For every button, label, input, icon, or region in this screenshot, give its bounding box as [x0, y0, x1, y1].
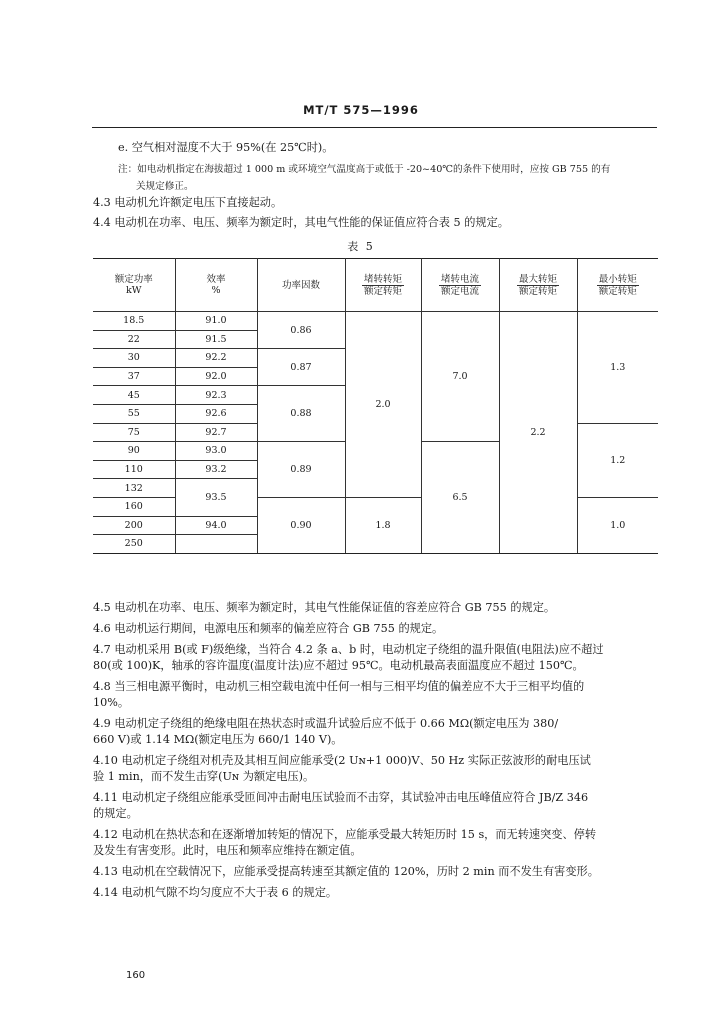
header-power-factor: 功率因数: [257, 259, 345, 312]
cell-power: 75: [93, 423, 175, 442]
header-eff-label: 效率: [206, 274, 226, 285]
header-mint-num: 最小转矩: [598, 273, 637, 285]
cell-efficiency: 93.0: [175, 442, 257, 461]
page-number: 160: [126, 970, 146, 981]
clause-4-12-line-1: 4.12 电动机在热状态和在逐渐增加转矩的情况下，应能承受最大转矩历时 15 s，而无转速突变、停转: [93, 828, 597, 841]
cell-locked-rotor-torque: 1.8: [345, 497, 421, 553]
cell-power: 200: [93, 516, 175, 535]
header-lrt-num: 堵转转矩: [363, 273, 402, 285]
clause-4-11-line-2: 的规定。: [93, 807, 138, 820]
clause-4-3: 4.3 电动机允许额定电压下直接起动。: [93, 196, 283, 209]
header-maxt-den: 额定转矩: [518, 285, 557, 297]
clause-4-4: 4.4 电动机在功率、电压、频率为额定时，其电气性能的保证值应符合表 5 的规定。: [93, 216, 509, 229]
clause-4-9-line-1: 4.9 电动机定子绕组的绝缘电阻在热状态时或温升试验后应不低于 0.66 MΩ(额定电压为 380/: [93, 717, 559, 730]
clause-4-14: 4.14 电动机气隙不均匀度应不大于表 6 的规定。: [93, 886, 338, 899]
item-c: e. 空气相对湿度不大于 95%(在 25℃时)。: [118, 141, 334, 154]
cell-efficiency: 91.0: [175, 312, 257, 331]
cell-locked-rotor-current: 7.0: [421, 312, 499, 442]
cell-power: 37: [93, 367, 175, 386]
clause-4-8-line-1: 4.8 当三相电源平衡时，电动机三相空载电流中任何一相与三相平均值的偏差应不大于三相平均值的: [93, 680, 585, 693]
table-5: [93, 258, 658, 554]
cell-power: 30: [93, 349, 175, 368]
note-line-2: 关规定修正。: [136, 181, 194, 192]
clause-4-5: 4.5 电动机在功率、电压、频率为额定时，其电气性能保证值的容差应符合 GB 755 的规定。: [93, 601, 556, 614]
cell-efficiency: 92.7: [175, 423, 257, 442]
cell-efficiency: 93.2: [175, 460, 257, 479]
clause-4-9-line-2: 660 V)或 1.14 MΩ(额定电压为 660/1 140 V)。: [93, 733, 343, 746]
cell-power: 90: [93, 442, 175, 461]
header-eff-unit: %: [211, 285, 221, 296]
cell-power: 160: [93, 497, 175, 516]
header-efficiency: [175, 259, 257, 312]
clause-4-7-line-1: 4.7 电动机采用 B(或 F)级绝缘，当符合 4.2 条 a、b 时，电动机定子绕组的温升限值(电阻法)应不超过: [93, 643, 604, 656]
note-line-1: 注：如电动机指定在海拔超过 1 000 m 或环境空气温度高于或低于 -20~40℃的条件下使用时，应按 GB 755 的有: [118, 164, 611, 175]
cell-min-torque: 1.0: [577, 497, 658, 553]
cell-power: 250: [93, 535, 175, 554]
cell-min-torque: 1.3: [577, 312, 658, 424]
header-max-torque: [499, 259, 577, 312]
clause-4-10-line-2: 验 1 min，而不发生击穿(Uɴ 为额定电压)。: [93, 770, 315, 783]
cell-power: 18.5: [93, 312, 175, 331]
clause-4-12-line-2: 及发生有害变形。此时，电压和频率应维持在额定值。: [93, 844, 362, 857]
cell-efficiency: [175, 535, 257, 554]
header-maxt-num: 最大转矩: [518, 273, 557, 285]
header-min-torque: [577, 259, 658, 312]
cell-power-factor: 0.90: [257, 497, 345, 553]
cell-max-torque: 2.2: [499, 312, 577, 554]
clause-4-11-line-1: 4.11 电动机定子绕组应能承受匝间冲击耐电压试验而不击穿，其试验冲击电压峰值应符合 JB/Z 346: [93, 791, 589, 804]
header-power-label: 额定功率: [114, 274, 153, 285]
table-row: [93, 312, 658, 331]
document-header: MT/T 575—1996: [303, 103, 419, 117]
cell-power-factor: 0.88: [257, 386, 345, 442]
cell-efficiency: 93.5: [175, 479, 257, 516]
cell-power-factor: 0.87: [257, 349, 345, 386]
cell-efficiency: 92.3: [175, 386, 257, 405]
header-rule: [92, 127, 657, 128]
header-mint-den: 额定转矩: [598, 285, 637, 297]
header-locked-rotor-current: [421, 259, 499, 312]
header-lrc-num: 堵转电流: [440, 273, 479, 285]
clause-4-10-line-1: 4.10 电动机定子绕组对机壳及其相互间应能承受(2 Uɴ+1 000)V、50 Hz 实际正弦波形的耐电压试: [93, 754, 591, 767]
header-power-unit: kW: [125, 285, 142, 296]
cell-power: 22: [93, 330, 175, 349]
header-lrc-den: 额定电流: [440, 285, 479, 297]
cell-min-torque: 1.2: [577, 423, 658, 497]
cell-power: 55: [93, 404, 175, 423]
cell-efficiency: 92.2: [175, 349, 257, 368]
cell-power: 110: [93, 460, 175, 479]
cell-efficiency: 92.6: [175, 404, 257, 423]
clause-4-8-line-2: 10%。: [93, 696, 130, 709]
cell-efficiency: 92.0: [175, 367, 257, 386]
cell-efficiency: 94.0: [175, 516, 257, 535]
cell-power: 45: [93, 386, 175, 405]
clause-4-6: 4.6 电动机运行期间，电源电压和频率的偏差应符合 GB 755 的规定。: [93, 622, 444, 635]
clause-4-7-line-2: 80(或 100)K，轴承的容许温度(温度计法)应不超过 95℃。电动机最高表面温度应不超过 150℃。: [93, 659, 584, 672]
cell-power-factor: 0.86: [257, 312, 345, 349]
cell-locked-rotor-current: 6.5: [421, 442, 499, 554]
cell-locked-rotor-torque: 2.0: [345, 312, 421, 498]
clause-4-13: 4.13 电动机在空载情况下，应能承受提高转速至其额定值的 120%，历时 2 min 而不发生有害变形。: [93, 865, 599, 878]
header-rated-power: [93, 259, 175, 312]
cell-power: 132: [93, 479, 175, 498]
table-5-title: 表 5: [347, 240, 375, 253]
cell-efficiency: 91.5: [175, 330, 257, 349]
cell-power-factor: 0.89: [257, 442, 345, 498]
header-lrt-den: 额定转矩: [363, 285, 402, 297]
header-locked-rotor-torque: [345, 259, 421, 312]
